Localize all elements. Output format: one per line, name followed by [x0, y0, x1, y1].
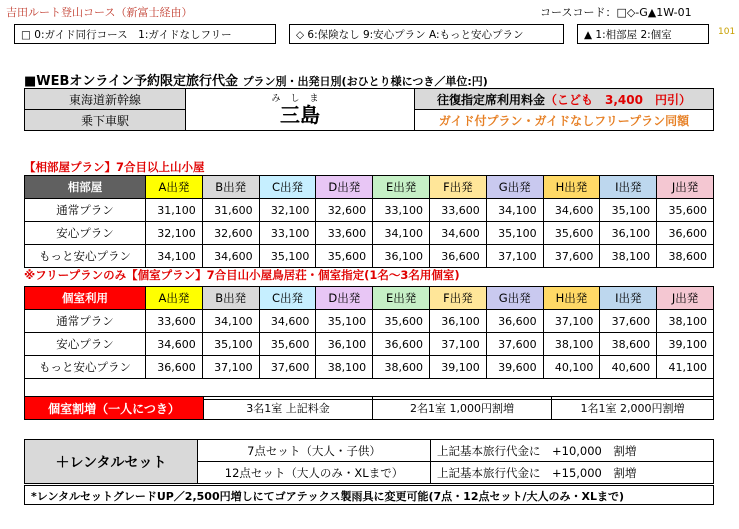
price-cell: 36,100	[316, 333, 373, 356]
price-cell: 35,100	[316, 310, 373, 333]
rental-item-price: 上記基本旅行代金に +15,000 割増	[431, 462, 714, 484]
row-label: 安心プラン	[25, 333, 146, 356]
price-cell: 37,100	[202, 356, 259, 379]
price-cell: 35,100	[259, 245, 316, 268]
price-cell: 37,100	[486, 245, 543, 268]
price-cell: 34,600	[146, 333, 203, 356]
row-label: もっと安心プラン	[25, 245, 146, 268]
price-cell: 38,600	[373, 356, 430, 379]
surcharge-three: 3名1室 上記料金	[204, 397, 373, 420]
price-cell: 39,100	[429, 356, 486, 379]
fare-child: （こども 3,400 円引）	[545, 92, 691, 107]
price-cell: 33,600	[316, 222, 373, 245]
col-j: J出発	[657, 176, 714, 199]
price-cell: 37,600	[486, 333, 543, 356]
code-legend	[14, 24, 709, 44]
col-g: G出発	[486, 287, 543, 310]
price-cell: 41,100	[657, 356, 714, 379]
table-row	[25, 356, 714, 379]
shared-header: 相部屋	[25, 176, 146, 199]
price-cell: 37,600	[600, 310, 657, 333]
price-cell: 34,600	[543, 199, 600, 222]
price-cell: 34,600	[202, 245, 259, 268]
heading-title: ■WEBオンライン予約限定旅行代金	[24, 74, 239, 89]
price-cell: 34,100	[202, 310, 259, 333]
station-name-cell	[186, 89, 415, 131]
surcharge-label: 個室割増（一人につき）	[25, 397, 204, 420]
price-cell: 35,600	[543, 222, 600, 245]
price-cell: 38,100	[316, 356, 373, 379]
col-b: B出発	[202, 287, 259, 310]
price-cell: 35,600	[373, 310, 430, 333]
row-label: 安心プラン	[25, 222, 146, 245]
price-cell: 40,600	[600, 356, 657, 379]
price-cell: 31,100	[146, 199, 203, 222]
row-label: 通常プラン	[25, 310, 146, 333]
price-cell: 33,600	[146, 310, 203, 333]
col-d: D出発	[316, 176, 373, 199]
surcharge-one: 1名1室 2,000円割増	[552, 397, 714, 420]
price-cell: 34,100	[146, 245, 203, 268]
page-heading	[24, 70, 488, 89]
col-c: C出発	[259, 287, 316, 310]
row-label: もっと安心プラン	[25, 356, 146, 379]
legend-room: ▲ 1:相部屋 2:個室	[577, 24, 709, 44]
heading-subtitle: プラン別・出発日別(おひとり様につき／単位:円)	[242, 75, 488, 88]
col-h: H出発	[543, 287, 600, 310]
price-cell: 32,100	[146, 222, 203, 245]
price-cell: 35,100	[486, 222, 543, 245]
table-row	[25, 310, 714, 333]
price-cell: 36,600	[486, 310, 543, 333]
price-cell: 39,100	[657, 333, 714, 356]
price-cell: 35,100	[600, 199, 657, 222]
col-a: A出発	[146, 287, 203, 310]
price-cell: 36,600	[373, 333, 430, 356]
col-h: H出発	[543, 176, 600, 199]
station-ruby: みしま	[271, 93, 329, 104]
price-cell: 36,600	[657, 222, 714, 245]
course-code: コースコード：□◇-G▲1W-01	[540, 6, 692, 19]
price-cell: 33,100	[373, 199, 430, 222]
station-table	[24, 88, 714, 131]
price-cell: 38,100	[543, 333, 600, 356]
col-i: I出発	[600, 176, 657, 199]
private-header: 個室利用	[25, 287, 146, 310]
col-f: F出発	[429, 176, 486, 199]
price-cell: 35,100	[202, 333, 259, 356]
col-e: E出発	[373, 287, 430, 310]
col-j: J出発	[657, 287, 714, 310]
surcharge-two: 2名1室 1,000円割増	[373, 397, 552, 420]
price-cell: 38,600	[600, 333, 657, 356]
fare-cell	[415, 89, 714, 110]
shared-section-title: 【相部屋プラン】7合目以上山小屋	[24, 160, 205, 174]
price-cell: 40,100	[543, 356, 600, 379]
legend-guide: □ 0:ガイド同行コース 1:ガイドなしフリー	[14, 24, 276, 44]
col-f: F出発	[429, 287, 486, 310]
rental-table	[24, 439, 714, 484]
col-b: B出発	[202, 176, 259, 199]
price-cell: 36,600	[146, 356, 203, 379]
price-cell: 36,100	[373, 245, 430, 268]
price-cell: 35,600	[316, 245, 373, 268]
col-g: G出発	[486, 176, 543, 199]
table-row	[25, 333, 714, 356]
price-cell: 32,600	[202, 222, 259, 245]
private-price-table	[24, 286, 714, 400]
price-cell: 38,100	[600, 245, 657, 268]
top-bar	[0, 0, 739, 20]
course-title: 吉田ルート登山コース（新富士経由）	[6, 6, 193, 19]
col-i: I出発	[600, 287, 657, 310]
table-row	[25, 245, 714, 268]
price-cell: 39,600	[486, 356, 543, 379]
boarding-label: 乗下車駅	[25, 110, 186, 131]
table-row	[25, 222, 714, 245]
rental-item-name: 7点セット（大人・子供）	[198, 440, 431, 462]
price-cell: 34,600	[429, 222, 486, 245]
price-cell: 37,600	[543, 245, 600, 268]
price-cell: 38,600	[657, 245, 714, 268]
row-label: 通常プラン	[25, 199, 146, 222]
rental-item-name: 12点セット（大人のみ・XLまで）	[198, 462, 431, 484]
fare-label: 往復指定席利用料金	[437, 92, 546, 107]
price-cell: 32,600	[316, 199, 373, 222]
price-cell: 34,600	[259, 310, 316, 333]
rental-label: ＋レンタルセット	[25, 440, 198, 484]
col-d: D出発	[316, 287, 373, 310]
shared-price-table	[24, 175, 714, 268]
rental-note: *レンタルセットグレードUP／2,500円増しにてゴアテックス製雨具に変更可能(7点・12点セット/大人のみ・XLまで)	[24, 485, 714, 505]
page-number: 101	[718, 27, 736, 37]
train-line: 東海道新幹線	[25, 89, 186, 110]
price-cell: 32,100	[259, 199, 316, 222]
price-cell: 34,100	[486, 199, 543, 222]
price-cell: 36,600	[429, 245, 486, 268]
surcharge-table	[24, 396, 714, 420]
price-cell: 33,600	[429, 199, 486, 222]
guide-note: ガイド付プラン・ガイドなしフリープラン同額	[415, 110, 714, 131]
private-section-title: ※フリープランのみ【個室プラン】7合目山小屋鳥居荘・個室指定(1名～3名用個室)	[24, 268, 460, 282]
col-a: A出発	[146, 176, 203, 199]
price-cell: 35,600	[259, 333, 316, 356]
price-cell: 37,600	[259, 356, 316, 379]
price-cell: 37,100	[543, 310, 600, 333]
price-cell: 36,100	[429, 310, 486, 333]
price-cell: 31,600	[202, 199, 259, 222]
table-row	[25, 199, 714, 222]
price-cell: 37,100	[429, 333, 486, 356]
station-name: 三島	[280, 102, 320, 127]
price-cell: 35,600	[657, 199, 714, 222]
rental-item-price: 上記基本旅行代金に +10,000 割増	[431, 440, 714, 462]
price-cell: 38,100	[657, 310, 714, 333]
price-cell: 34,100	[373, 222, 430, 245]
price-cell: 33,100	[259, 222, 316, 245]
price-cell: 36,100	[600, 222, 657, 245]
legend-insurance: ◇ 6:保険なし 9:安心プラン A:もっと安心プラン	[289, 24, 564, 44]
col-e: E出発	[373, 176, 430, 199]
col-c: C出発	[259, 176, 316, 199]
